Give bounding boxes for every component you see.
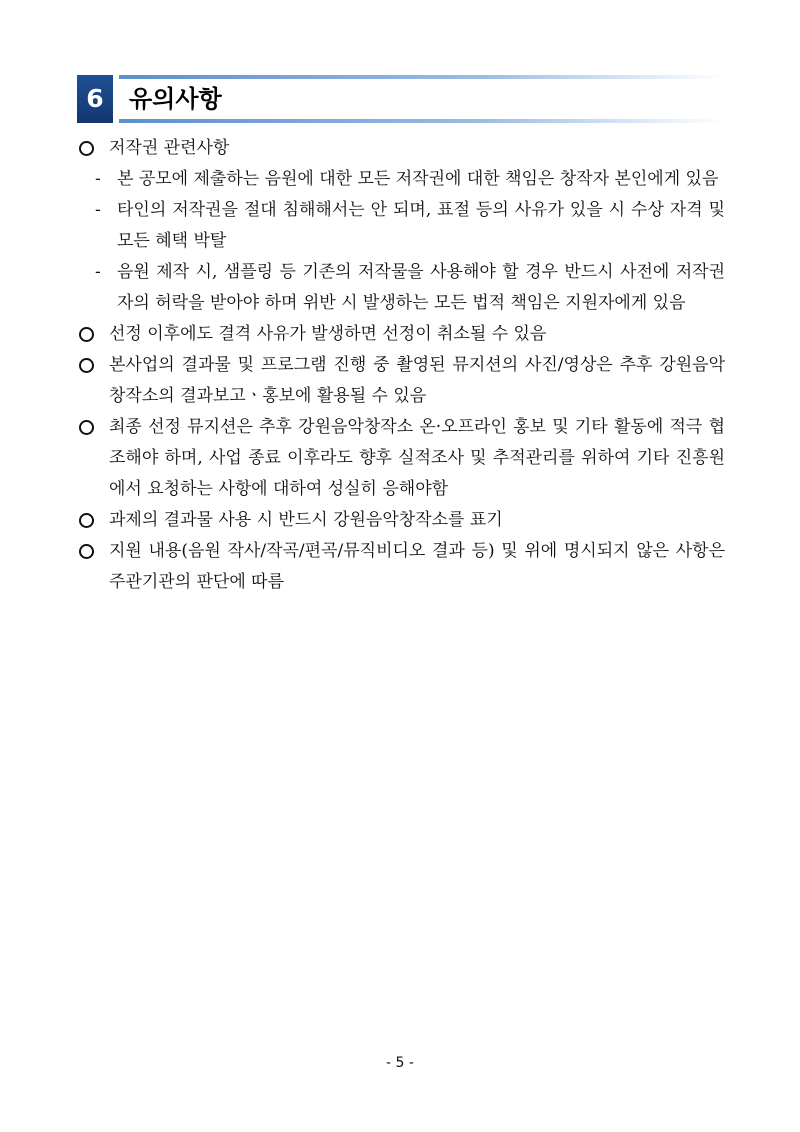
sub-item-text: 음원 제작 시, 샘플링 등 기존의 저작물을 사용해야 할 경우 반드시 사전에 저작권자의 허락을 받아야 하며 위반 시 발생하는 모든 법적 책임은 지원자에게 있음 [117,262,725,313]
circle-bullet-icon [79,420,94,435]
note-item [77,319,725,350]
sub-item [77,257,725,319]
note-text: 과제의 결과물 사용 시 반드시 강원음악창작소를 표기 [109,510,503,530]
heading-bar-bottom [119,119,725,123]
sub-item-text: 타인의 저작권을 절대 침해해서는 안 되며, 표절 등의 사유가 있을 시 수상 자격 및 모든 혜택 박탈 [117,200,725,251]
sub-item [77,164,725,195]
circle-bullet-icon [79,544,94,559]
sub-item [77,195,725,257]
page-number: - 5 - [386,1055,414,1071]
section-title: 유의사항 [129,85,222,113]
note-item [77,536,725,598]
note-text: 선정 이후에도 결격 사유가 발생하면 선정이 취소될 수 있음 [109,324,547,344]
note-item [77,412,725,505]
circle-bullet-icon [79,358,94,373]
note-item-copyright [77,133,725,164]
note-item [77,350,725,412]
sub-item-text: 본 공모에 제출하는 음원에 대한 모든 저작권에 대한 책임은 창작자 본인에게 있음 [117,169,719,189]
note-item [77,505,725,536]
dash-bullet-icon: - [95,262,101,282]
circle-bullet-icon [79,141,94,156]
dash-bullet-icon: - [95,169,101,189]
notes-content [77,133,725,598]
note-text: 본사업의 결과물 및 프로그램 진행 중 촬영된 뮤지션의 사진/영상은 추후 강원음악창작소의 결과보고ㆍ홍보에 활용될 수 있음 [109,355,725,406]
section-heading [77,75,725,123]
note-text: 지원 내용(음원 작사/작곡/편곡/뮤직비디오 결과 등) 및 위에 명시되지 않은 사항은 주관기관의 판단에 따름 [109,541,725,592]
dash-bullet-icon: - [95,200,101,220]
note-title: 저작권 관련사항 [109,138,230,158]
circle-bullet-icon [79,327,94,342]
circle-bullet-icon [79,513,94,528]
section-number: 6 [77,75,113,123]
note-text: 최종 선정 뮤지션은 추후 강원음악창작소 온·오프라인 홍보 및 기타 활동에 적극 협조해야 하며, 사업 종료 이후라도 향후 실적조사 및 추적관리를 위하여 기타 진흥원에서 요청하는 사항에 대하여 성실히 응해야함 [109,417,725,499]
heading-bar-top [119,75,725,79]
